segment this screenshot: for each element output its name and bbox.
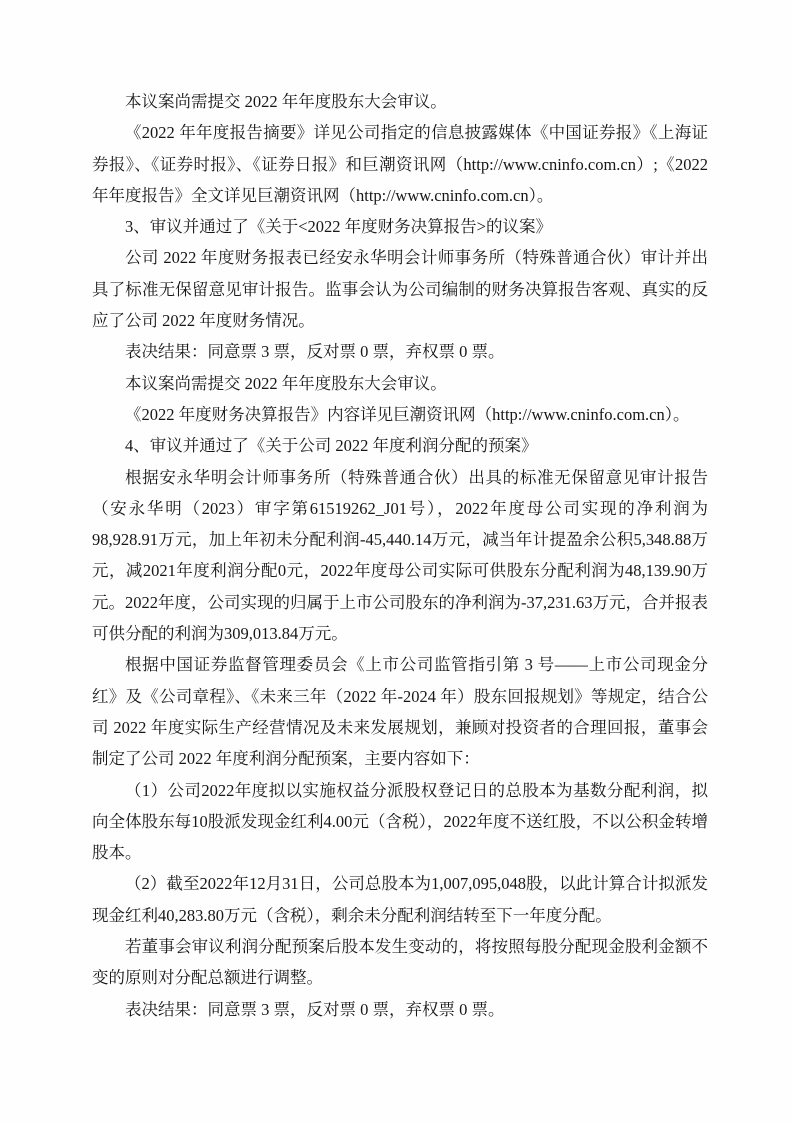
paragraph-item4-plan-point1: （1）公司2022年度拟以实施权益分派股权登记日的总股本为基数分配利润，拟向全体股东每10股派发现金红利4.00元（含税），2022年度不送红股，不以公积金转增股本。	[92, 780, 708, 863]
paragraph-annual-report-disclosure: 《2022 年年度报告摘要》详见公司指定的信息披露媒体《中国证券报》《上海证券报》、《证券时报》、《证券日报》和巨潮资讯网（http://www.cninfo.com.cn）;《2022 年年度报告》全文详见巨潮资讯网（http://www.cninfo.com.cn）。	[92, 123, 708, 205]
paragraph-item3-disclosure: 《2022 年度财务决算报告》内容详见巨潮资讯网（http://www.cninfo.com.cn）。	[125, 404, 690, 424]
paragraph-submit-to-agm: 本议案尚需提交 2022 年年度股东大会审议。	[125, 92, 447, 111]
paragraph-item3-body: 公司 2022 年度财务报表已经安永华明会计师事务所（特殊普通合伙）审计并出具了标准无保留意见审计报告。监事会认为公司编制的财务决算报告客观、真实的反应了公司 2022 年度财务情况。	[92, 248, 708, 331]
paragraph-item4-title: 4、审议并通过了《关于公司 2022 年度利润分配的预案》	[125, 436, 538, 456]
paragraph-item4-regulation-basis: 根据中国证券监督管理委员会《上市公司监管指引第 3 号——上市公司现金分红》及《公司章程》、《未来三年（2022 年-2024 年）股东回报规划》等规定，结合公司 2022 年度实际生产经营情况及未来发展规划，兼顾对投资者的合理回报，董事会制定了公司 2022 年度利润分配预案，主要内容如下：	[92, 655, 708, 769]
paragraph-item4-plan-point2: （2）截至2022年12月31日，公司总股本为1,007,095,048股，以此计算合计拟派发现金红利40,283.80万元（含税），剩余未分配利润结转至下一年度分配。	[92, 874, 708, 925]
paragraph-item4-adjustment-rule: 若董事会审议利润分配预案后股本发生变动的，将按照每股分配现金股利金额不变的原则对分配总额进行调整。	[92, 937, 708, 988]
paragraph-item3-title: 3、审议并通过了《关于<2022 年度财务决算报告>的议案》	[125, 217, 552, 237]
paragraph-item3-vote-result: 表决结果：同意票 3 票，反对票 0 票，弃权票 0 票。	[125, 342, 505, 362]
paragraph-item3-submit-to-agm: 本议案尚需提交 2022 年年度股东大会审议。	[125, 373, 447, 393]
document-text-block	[92, 86, 708, 1025]
paragraph-item4-vote-result: 表决结果：同意票 3 票，反对票 0 票，弃权票 0 票。	[125, 999, 505, 1019]
paragraph-item4-audit-figures: 根据安永华明会计师事务所（特殊普通合伙）出具的标准无保留意见审计报告（安永华明（2023）审字第61519262_J01号），2022年度母公司实现的净利润为98,928.91万元，加上年初未分配利润-45,440.14万元，减当年计提盈余公积5,348.88万元，减2021年度利润分配0元，2022年度母公司实际可供股东分配利润为48,139.90万元。2022年度，公司实现的归属于上市公司股东的净利润为-37,231.63万元，合并报表可供分配的利润为309,013.84万元。	[92, 467, 708, 644]
